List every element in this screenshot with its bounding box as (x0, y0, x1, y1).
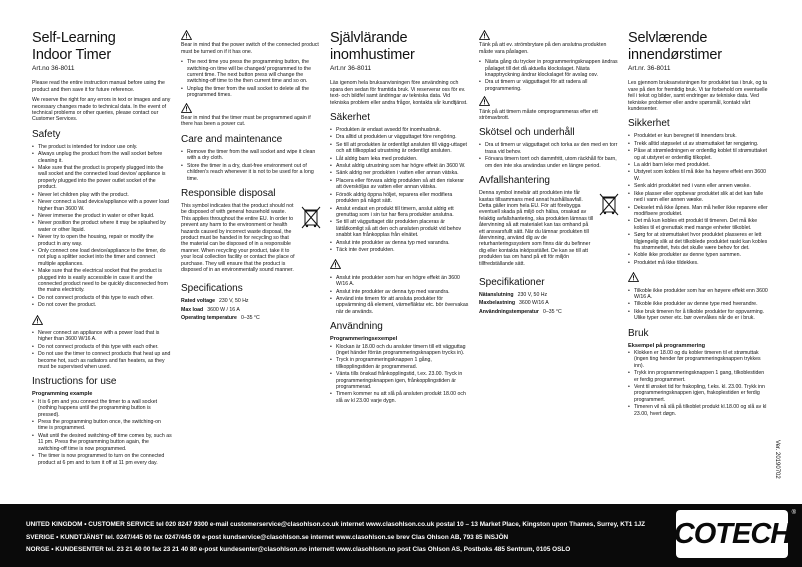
warning-list (32, 330, 172, 370)
title-line-2: Indoor Timer (32, 46, 111, 63)
section-heading: Specifikationer (479, 276, 545, 288)
warning-icon (181, 30, 321, 42)
list-item: • Låt aldrig barn leka med produkten. (330, 156, 470, 162)
info-list (181, 59, 321, 98)
list-item: • Produktet er kun beregnet til innendørs bruk. (628, 133, 768, 139)
list-item: • La aldri barn leke med produktet. (628, 162, 768, 168)
warning-icon (479, 96, 619, 108)
list-item: • Remove the timer from the wall socket and wipe it clean with a dry cloth. (181, 149, 321, 162)
crossed-bin-icon (301, 206, 321, 274)
list-item: • Påse at strømledningen er ordentlig koblet til strømuttaket og at utstyret er ordentlig tilkoplet. (628, 148, 768, 161)
list-item: • Tilkoble ikke produkter av denne type med hverandre. (628, 301, 768, 307)
safety-list (32, 144, 172, 309)
list-item: • Dra ut timern ur vägguttaget och torka av den med en torr trasa vid behov. (479, 142, 619, 155)
list-item: • Sänk aldrig ner produkten i vatten eller annan vätska. (330, 170, 470, 176)
column-no-1 (628, 30, 768, 421)
list-item: • Dra ut timern ur vägguttaget för att radera all programmering. (479, 79, 619, 92)
list-item: • Timeren vil nå slå på tilkoblet produkt kl.18.00 og slå av kl 23.00, hvert døgn. (628, 404, 768, 417)
intro-paragraph: Les gjennom bruksanvisningen for produktet tas i bruk, og ta vare på den for fremtidig bruk. Vi tar forbehold om eventuelle feil i tekst og bilder, samt endringer av tekniske data. Ved tekniske problemer eller andre spørsmål, kontakt vårt kundesenter. (628, 80, 768, 113)
article-number: Art.nr. 36-8011 (628, 65, 671, 72)
crossed-bin-icon (599, 193, 619, 268)
list-item: • The next time you press the programming button, the switching-on time will be changed/ programmed to the current time. The next button press will change the switching-off time to the then current time and so on. (181, 59, 321, 85)
list-item: • Täck inte över produkten. (330, 247, 470, 253)
disposal-text: This symbol indicates that the product should not be disposed of with general household waste. This applies throughout the entire EU. In order to prevent any harm to the environment or health hazards caused by incorrect waste disposal, the product must be handed in for recycling so that the material can be disposed of in a responsible manner. When recycling your product, take it to your local collection facility or contact the place of purchase. They will ensure that the product is disposed of in an environmentally sound manner. (181, 202, 295, 273)
warning-list (628, 288, 768, 322)
list-item: • Store the timer in a dry, dust-free environment out of children's reach whenever it is not to be used for a long time. (181, 163, 321, 182)
cotech-logo (673, 510, 791, 558)
spec-row (479, 309, 619, 315)
list-item: • Never position the product where it may be splashed by water or other liquid. (32, 220, 172, 233)
safety-list (628, 133, 768, 266)
warning-list (330, 275, 470, 315)
footer-uk-contact: UNITED KINGDOM • CUSTOMER SERVICE tel 020 8247 9300 e-mail customerservice@clasohlson.co.uk internet www.clasohlson.co.uk postal 10 – 13 Market Place, Kingston upon Thames, Surrey, KT1 1JZ (26, 521, 646, 528)
section-heading: Skötsel och underhåll (479, 127, 575, 139)
intro-paragraph: We reserve the right for any errors in text or images and any necessary changes made to technical data. In the event of technical problems or other queries, please contact our Customer Services. (32, 97, 171, 123)
spec-row (479, 292, 619, 298)
footer-bar (0, 504, 802, 567)
list-item: • Unplug the timer from the wall socket to delete all the programmed times. (181, 86, 321, 99)
list-item: • Never connect a load device/appliance with a power load higher than 3600 W. (32, 199, 172, 212)
spec-list (479, 292, 619, 315)
section-heading: Bruk (628, 327, 649, 339)
spec-value: 0–35 °C (542, 308, 562, 315)
footer-se-contact: SVERIGE • KUNDTJÄNST tel. 0247/445 00 fax 0247/445 09 e-post kundservice@clasohlson.se internet www.clasohlson.se brev Clas Ohlson AB, 793 85 INSJÖN (26, 534, 509, 541)
list-item: • Se till att produkten är ordentligt ansluten till vägg-uttaget och att tillkopplad utrustning är ordentligt ansluten. (330, 142, 470, 155)
list-item: • The timer is now programmed to turn on the connected product at 6 pm and to turn it off at 11 pm every day. (32, 453, 172, 466)
list-item: • Dra alltid ut produkten ur vägguttaget före rengöring. (330, 134, 470, 140)
intro-paragraph: Läs igenom hela bruksanvisningen före användning och spara den sedan för framtida bruk. Vi reserverar oss för ev. text- och bildfel samt ändringar av tekniska data. Vid tekniska problem eller andra frågor, kontakta vår kundtjänst. (330, 80, 468, 106)
spec-row (181, 315, 321, 321)
list-item: • Do not cover the product. (32, 302, 172, 308)
care-list (181, 149, 321, 182)
subheading: Programmeringsexempel (330, 336, 398, 343)
column-sv-1 (330, 30, 470, 408)
registered-mark: ® (791, 510, 796, 516)
list-item: • Produktet må ikke tildekkes. (628, 260, 768, 266)
section-heading: Safety (32, 128, 61, 140)
spec-row (181, 298, 321, 304)
list-item: • Only connect one load device/appliance to the timer, do not plug a splitter socket into the timer and connect multiple appliances. (32, 248, 172, 267)
example-list (32, 399, 172, 466)
list-item: • Trykk inn programmeringsknappen 1 gang, tilkoblestiden er ferdig programmert. (628, 370, 768, 383)
warning-icon (479, 30, 619, 42)
list-item: • Trekk alltid støpselet ut av strømuttaket før rengjøring. (628, 141, 768, 147)
section-heading: Instructions for use (32, 376, 117, 388)
list-item: • Timern kommer nu att slå på ansluten produkt 18.00 och slå av kl 23.00 varje dygn. (330, 391, 470, 404)
spec-value: 3600 W / 16 A (207, 306, 240, 313)
intro-paragraph: Please read the entire instruction manual before using the product and then save it for future reference. (32, 80, 165, 93)
warning-text: Bear in mind that the power switch of the connected product must be turned on if it has one. (181, 42, 319, 55)
example-list (628, 350, 768, 417)
list-item: • Anslut inte produkter av denna typ med varandra. (330, 289, 470, 295)
spec-value: 0–35 °C (240, 315, 260, 322)
list-item: • Always unplug the product from the wall socket before cleaning it. (32, 151, 172, 164)
list-item: • Klockan är 18.00 och du ansluter timern till ett vägguttag (inget händer förrän programmeringsknappen trycks in). (330, 344, 470, 357)
spec-label: Operating temperature (181, 315, 237, 322)
list-item: • Produkten är endast avsedd för inomhusbruk. (330, 127, 470, 133)
spec-label: Max load (181, 306, 204, 313)
section-heading: Specifications (181, 283, 243, 295)
section-heading: Responsible disposal (181, 187, 276, 199)
warning-icon (181, 103, 321, 115)
version-label: Ver. 20190702 (774, 440, 780, 479)
list-item: • Do not connect products of this type to each other. (32, 295, 172, 301)
list-item: • Klokken er 18.00 og du kobler timeren til et strømuttak (ingen ting hender før programmeringsknappen trykkes inn). (628, 350, 768, 369)
list-item: • Vent til ønsket tid for frakopling, f.eks. kl. 23.00. Trykk inn programmeringsknappen igjen, frakoplestiden er ferdig programmert. (628, 384, 768, 403)
section-heading: Säkerhet (330, 112, 371, 124)
warning-icon (32, 315, 172, 327)
footer-no-contact: NORGE • KUNDESENTER tel. 23 21 40 00 fax 23 21 40 80 e-post kundesenter@clasohlson.no internett www.clasohlson.no post Clas Ohlson AS, Postboks 485 Sentrum, 0105 OSLO (26, 546, 571, 553)
section-heading: Användning (330, 321, 383, 333)
list-item: • Anslut inte produkter som har en högre effekt än 3600 W/16 A. (330, 275, 470, 288)
list-item: • Never connect an appliance with a power load that is higher than 3600 W/16 A. (32, 330, 172, 343)
title-line-1: Självlärande (330, 30, 408, 46)
list-item: • Sørg for at strømuttaket hvor produktet plasseres er lett tilgjengelig slik at det tilkoblede produktet raskt kan kobles fra strømnettet, hvis det skulle være behov for det. (628, 232, 768, 251)
list-item: • Vänta tills önskad frånkopplingstid, t.ex. 23.00. Tryck in programmeringsknappen igen, frånkopplingstiden är programmerad. (330, 371, 470, 390)
column-en-1 (32, 30, 172, 470)
spec-row (181, 307, 321, 313)
spec-label: Användningstemperatur (479, 308, 539, 315)
list-item: • Koble ikke produkter av denne typen sammen. (628, 252, 768, 258)
list-item: • Försök aldrig öppna höljet, reparera eller modifiera produkten på något sätt. (330, 192, 470, 205)
list-item: • Wait until the desired switching-off time comes by, such as 11 pm. Press the programming button again, the switching-off time is now programmed. (32, 433, 172, 452)
list-item: • Do not connect products of this type with each other. (32, 344, 172, 350)
list-item: • Det må kun kobles ett produkt til timeren. Det må ikke kobles til et grenuttak med mange enheter tilkoblet. (628, 218, 768, 231)
spec-list (181, 298, 321, 321)
list-item: • Se till att vägguttaget där produkten placeras är lättåtkomligt så att den och ansluten produkt vid behov snabbt kan frånkopplas från elnätet. (330, 219, 470, 238)
spec-value: 230 V, 50 Hz (219, 298, 249, 305)
example-list (330, 344, 470, 405)
disposal-text: Denna symbol innebär att produkten inte får kastas tillsammans med annat hushållsavfall. Detta gäller inom hela EU. För att förebygga eventuell skada på miljö och hälsa, orsakad av felaktig avfallshantering, ska produkten lämnas till återvinning så att materialet kan tas omhand på ett ansvarsfullt sätt. När du lämnar produkten till återvinning, använd dig av de returhanteringssystem som finns där du befinner dig eller kontakta inköpsstället. De kan se till att produkten tas om hand på ett för miljön tillfredställande sätt. (479, 190, 594, 267)
list-item: • Anslut endast en produkt till timern, anslut aldrig ett grenuttag som i sin tur har flera produkter anslutna. (330, 206, 470, 219)
spec-label: Rated voltage (181, 298, 216, 305)
list-item: • Do not use the timer to connect products that heat up and become hot, such as radiators and fan heaters, as they must be supervised when used. (32, 351, 172, 370)
spec-row (479, 300, 619, 306)
column-en-2 (181, 30, 321, 324)
list-item: • The product is intended for indoor use only. (32, 144, 172, 150)
section-heading: Sikkerhet (628, 118, 670, 130)
warning-icon (628, 272, 768, 284)
list-item: • Anslut inte produkter av denna typ med varandra. (330, 240, 470, 246)
spec-label: Maxbelastning (479, 300, 516, 307)
list-item: • Placera eller förvara aldrig produkten så att den riskerar att översköljas av vatten eller annan vätska. (330, 178, 470, 191)
warning-text: Bear in mind that the timer must be programmed again if there has been a power cut. (181, 115, 311, 128)
title-line-1: Selvlærende (628, 30, 708, 46)
article-number: Art.nr 36-8011 (330, 65, 372, 72)
list-item: • Ikke plasser eller oppbevar produktet slik at det kan falle ned i vann eller annen væske. (628, 191, 768, 204)
warning-icon (330, 259, 470, 271)
list-item: • Never immerse the product in water or other liquid. (32, 213, 172, 219)
list-item: • Senk aldri produktet ned i vann eller annen væske. (628, 183, 768, 189)
list-item: • Make sure that the electrical socket that the product is plugged into is easily accessible in case it and the connected product need to be quickly disconnected from the mains electricity. (32, 268, 172, 294)
list-item: • Never try to open the housing, repair or modify the product in any way. (32, 234, 172, 247)
list-item: • Press the programming button once, the switching-on time is programmed. (32, 419, 172, 432)
list-item: • Förvara timern torrt och dammfritt, utom räckhåll för barn, om den inte ska användas under en längre period. (479, 156, 619, 169)
list-item: • Dekselet må ikke åpnes. Man må heller ikke reparere eller modifisere produktet. (628, 205, 768, 218)
list-item: • Make sure that the product is properly plugged into the wall socket and the connected load device/ appliance is properly plugged into the power outlet socket of the product. (32, 165, 172, 191)
logo-text: COTECH (673, 517, 791, 550)
section-heading: Avfallshantering (479, 175, 550, 187)
subheading: Eksempel på programmering (628, 342, 706, 349)
info-list (479, 59, 619, 92)
list-item: • Ikke bruk timeren for å tilkoble produkter for oppvarming. Ulike typer ovner etc. bør overvåkes når de er i bruk. (628, 309, 768, 322)
list-item: • Använd inte timern för att ansluta produkter för uppvärmning då element, värmefläktar etc. bör övervakas när de används. (330, 296, 470, 315)
list-item: • Utstyret som kobles til må ikke ha høyere effekt enn 3600 W. (628, 169, 768, 182)
section-heading: Care and maintenance (181, 133, 283, 145)
warning-text: Tänk på att timern måste omprogrammeras efter ett strömavbrott. (479, 108, 598, 122)
list-item: • Tilkoble ikke produkter som har en høyere effekt enn 3600 W/16 A. (628, 288, 768, 301)
title-line-1: Self-Learning (32, 30, 116, 46)
safety-list (330, 127, 470, 253)
warning-text: Tänk på att ev. strömbrytare på den anslutna produkten måste vara påslagen. (479, 42, 607, 55)
article-number: Art.no 36-8011 (32, 65, 75, 72)
list-item: • Anslut aldrig utrustning som har högre effekt än 3600 W. (330, 163, 470, 169)
subheading: Programming example (32, 391, 93, 398)
spec-label: Nätanslutning (479, 291, 514, 298)
list-item: • Never let children play with the product. (32, 192, 172, 198)
list-item: • Tryck in programmeringsknappen 1 gång, tillkopplingstiden är programmerad. (330, 357, 470, 370)
list-item: • It is 6 pm and you connect the timer to a wall socket (nothing happens until the programming button is pressed). (32, 399, 172, 418)
spec-value: 3600 W/16 A (519, 300, 549, 307)
list-item: • Nästa gång du trycker in programmeringsknappen ändras påslaget till det då aktuella klockslaget. Nästa knapptryckning ändrar klockslaget för avslag osv. (479, 59, 619, 78)
care-list (479, 142, 619, 169)
column-sv-2 (479, 30, 619, 317)
title-line-2: inomhustimer (330, 46, 415, 63)
spec-value: 230 V, 50 Hz (517, 291, 548, 298)
title-line-2: innendørstimer (628, 46, 722, 63)
